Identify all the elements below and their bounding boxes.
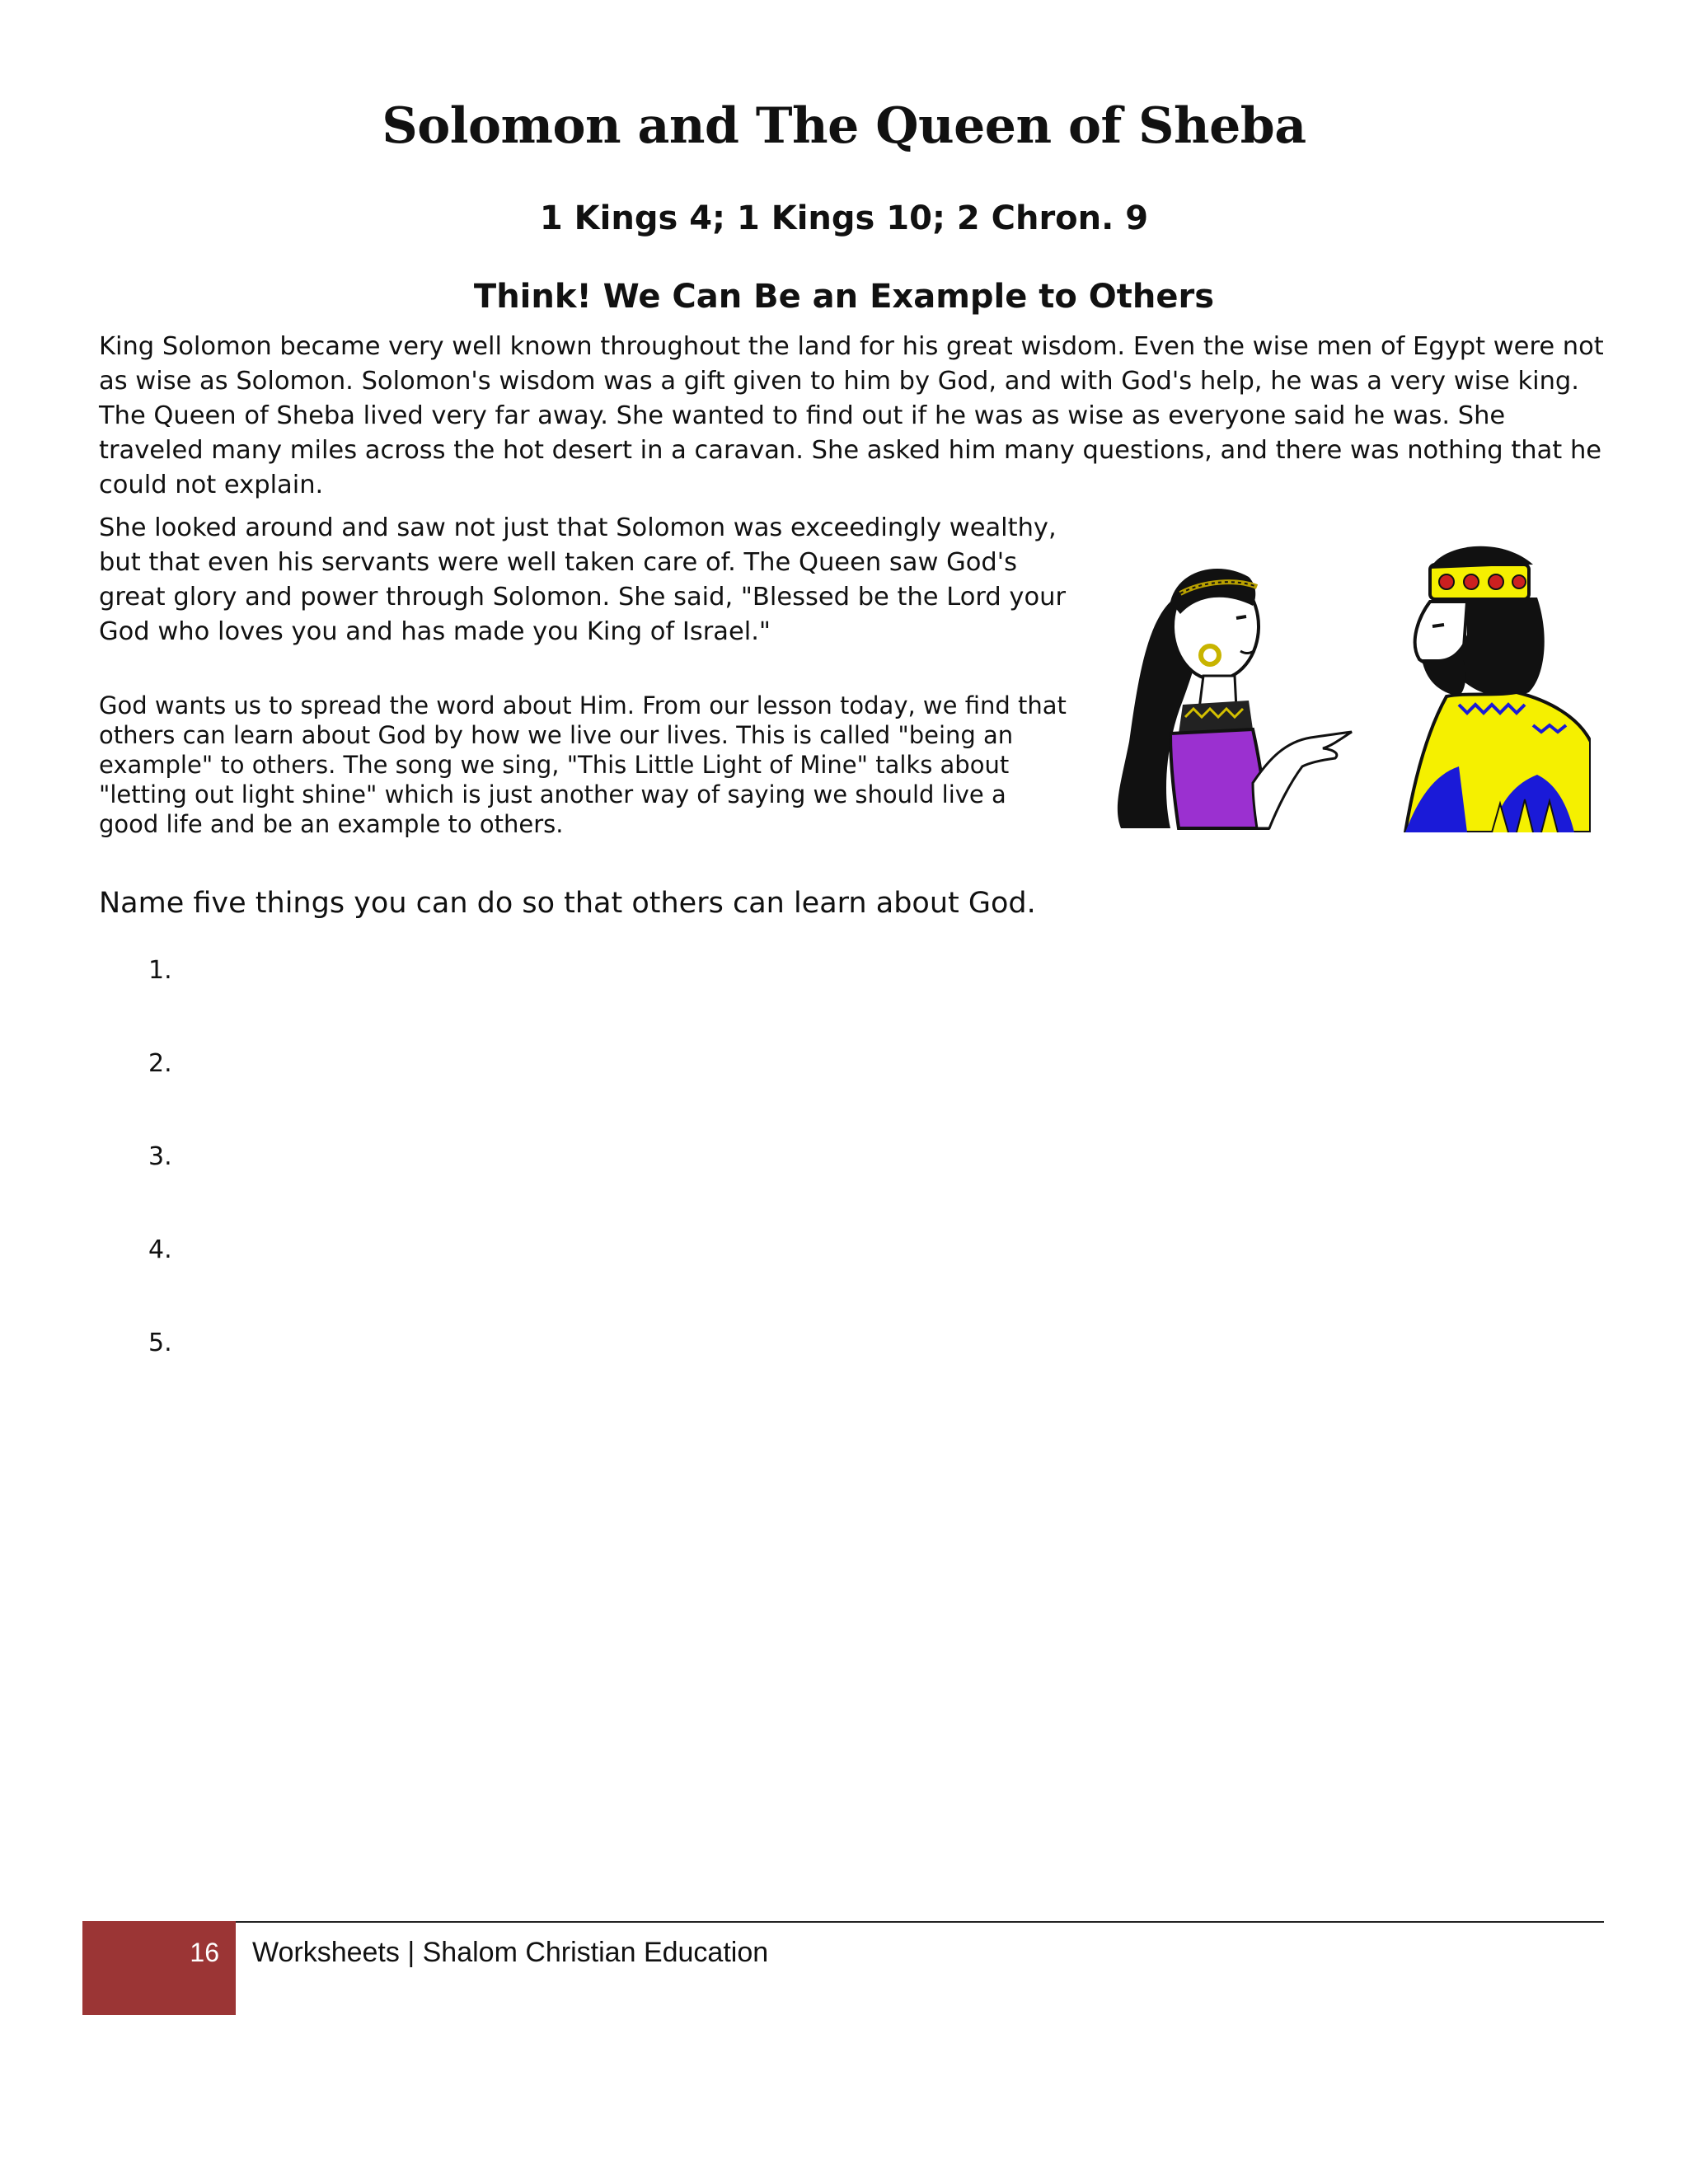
scripture-reference: 1 Kings 4; 1 Kings 10; 2 Chron. 9: [539, 199, 1149, 237]
footer-text: Worksheets | Shalom Christian Education: [252, 1937, 769, 1968]
activity-prompt: Name five things you can do so that others can learn about God.: [99, 887, 1036, 920]
king-figure: [1405, 546, 1591, 832]
queen-figure: [1118, 569, 1352, 828]
answer-item-5[interactable]: 5.: [148, 1329, 172, 1357]
story-paragraph-2: She looked around and saw not just that Solomon was exceedingly wealthy, but that even his servants were well taken care of. The Queen saw God's great glory and power through Solomon. She said, "Blessed be the Lord your God who loves you and has made you King of Israel.": [99, 513, 1067, 646]
lesson-paragraph: God wants us to spread the word about Him. From our lesson today, we find that others can learn about God by how we live our lives. This is called "being an example" to others. The song we sing, "This Little Light of Mine" talks about "letting out light shine" which is just another way of saying we should live a good life and be an example to others.: [99, 691, 1067, 838]
answer-list: [148, 954, 172, 1420]
queen-and-king-illustration: [1104, 536, 1591, 832]
answer-item-1[interactable]: 1.: [148, 956, 172, 985]
page-title: Solomon and The Queen of Sheba: [382, 97, 1306, 155]
answer-item-4[interactable]: 4.: [148, 1235, 172, 1264]
lesson-theme: Think! We Can Be an Example to Others: [473, 278, 1215, 316]
answer-item-3[interactable]: 3.: [148, 1142, 172, 1171]
page-number: 16: [190, 1938, 219, 1967]
story-paragraph-1: King Solomon became very well known throughout the land for his great wisdom. Even the wise men of Egypt were not as wise as Solomon. Solomon's wisdom was a gift given to him by God, and with God's help, he was a very wise king. The Queen of Sheba lived very far away. She wanted to find out if he was as wise as everyone said he was. She traveled many miles across the hot desert in a caravan. She asked him many questions, and there was nothing that he could not explain.: [99, 332, 1604, 499]
page-number-box: [82, 1921, 236, 2015]
answer-item-2[interactable]: 2.: [148, 1049, 172, 1078]
footer-divider: [236, 1921, 1604, 1923]
